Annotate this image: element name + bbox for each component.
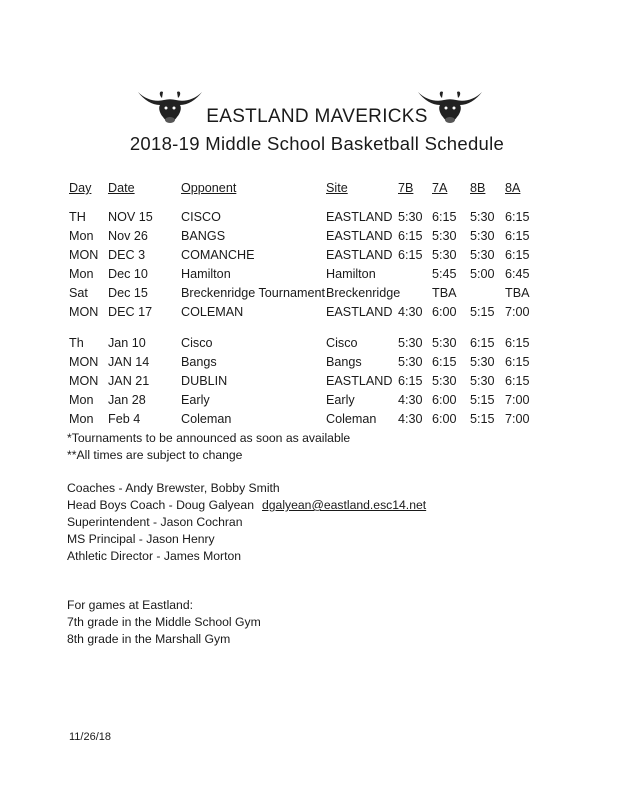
header-date: Date [108, 181, 135, 195]
cell-site: EASTLAND [326, 210, 393, 224]
cell-date: Jan 10 [108, 336, 146, 350]
cell-site: EASTLAND [326, 305, 393, 319]
cell-opponent: Breckenridge Tournament [181, 286, 325, 300]
cell-g7a: 5:30 [432, 336, 457, 350]
staff-athletic-director: Athletic Director - James Morton [67, 549, 242, 563]
cell-g7a: 6:00 [432, 412, 457, 426]
cell-g7a: 6:15 [432, 210, 457, 224]
cell-g7a: 5:45 [432, 267, 457, 281]
cell-g8b: 5:30 [470, 374, 495, 388]
cell-site: Breckenridge [326, 286, 401, 300]
cell-site: Cisco [326, 336, 358, 350]
cell-site: EASTLAND [326, 229, 393, 243]
cell-day: Mon [69, 412, 94, 426]
cell-opponent: COMANCHE [181, 248, 255, 262]
cell-day: Mon [69, 267, 94, 281]
cell-day: Th [69, 336, 84, 350]
header-7a: 7A [432, 181, 448, 195]
cell-day: MON [69, 355, 99, 369]
cell-g8b: 5:00 [470, 267, 495, 281]
cell-date: Dec 15 [108, 286, 148, 300]
cell-g7a: 6:15 [432, 355, 457, 369]
cell-g8a: 7:00 [505, 412, 530, 426]
cell-date: NOV 15 [108, 210, 153, 224]
cell-g8b: 5:30 [470, 229, 495, 243]
cell-g7b: 6:15 [398, 374, 423, 388]
header-site: Site [326, 181, 348, 195]
cell-opponent: COLEMAN [181, 305, 244, 319]
staff-superintendent: Superintendent - Jason Cochran [67, 515, 243, 529]
cell-opponent: BANGS [181, 229, 226, 243]
cell-g8b: 5:30 [470, 210, 495, 224]
cell-g8a: 6:15 [505, 248, 530, 262]
header-8a: 8A [505, 181, 521, 195]
note-tournaments: *Tournaments to be announced as soon as available [67, 431, 351, 445]
cell-site: Coleman [326, 412, 377, 426]
cell-g8a: 6:15 [505, 229, 530, 243]
cell-g8a: 6:15 [505, 355, 530, 369]
cell-opponent: Hamilton [181, 267, 231, 281]
venue-info [67, 597, 261, 648]
cell-opponent: Coleman [181, 412, 232, 426]
cell-day: TH [69, 210, 86, 224]
cell-day: Mon [69, 393, 94, 407]
cell-g8a: 6:15 [505, 336, 530, 350]
staff-principal: MS Principal - Jason Henry [67, 532, 215, 546]
cell-site: Hamilton [326, 267, 376, 281]
cell-g7b: 4:30 [398, 305, 423, 319]
cell-opponent: Bangs [181, 355, 217, 369]
cell-g7b: 5:30 [398, 336, 423, 350]
cell-g8a: 7:00 [505, 305, 530, 319]
cell-site: Early [326, 393, 355, 407]
cell-g8a: 6:15 [505, 210, 530, 224]
head-coach-email-link[interactable]: dgalyean@eastland.esc14.net [261, 498, 427, 512]
cell-day: MON [69, 305, 99, 319]
cell-g7a: 5:30 [432, 229, 457, 243]
note-times: **All times are subject to change [67, 448, 243, 462]
page-subtitle: 2018-19 Middle School Basketball Schedule [129, 133, 505, 154]
venue-heading: For games at Eastland: [67, 598, 193, 612]
cell-date: JAN 21 [108, 374, 150, 388]
cell-opponent: CISCO [181, 210, 221, 224]
cell-g7b: 6:15 [398, 229, 423, 243]
cell-g8b: 5:15 [470, 305, 495, 319]
page-title: EASTLAND MAVERICKS [206, 106, 428, 127]
cell-day: Mon [69, 229, 94, 243]
cell-site: EASTLAND [326, 248, 393, 262]
cell-g7a: 6:00 [432, 305, 457, 319]
cell-g7a: TBA [432, 286, 457, 300]
cell-g7a: 6:00 [432, 393, 457, 407]
cell-g8b: 5:15 [470, 412, 495, 426]
cell-site: EASTLAND [326, 374, 393, 388]
cell-g7b: 6:15 [398, 248, 423, 262]
staff-coaches: Coaches - Andy Brewster, Bobby Smith [67, 481, 280, 495]
venue-seventh-grade: 7th grade in the Middle School Gym [67, 615, 261, 629]
cell-g7b: 4:30 [398, 393, 423, 407]
cell-date: Nov 26 [108, 229, 148, 243]
cell-g8b: 6:15 [470, 336, 495, 350]
cell-opponent: Cisco [181, 336, 213, 350]
cell-date: Feb 4 [108, 412, 141, 426]
schedule-notes [67, 430, 350, 464]
head-coach-label: Head Boys Coach - Doug Galyean [67, 498, 254, 512]
footer-date: 11/26/18 [69, 731, 112, 743]
cell-date: JAN 14 [108, 355, 150, 369]
cell-g7a: 5:30 [432, 248, 457, 262]
cell-g7b: 5:30 [398, 355, 423, 369]
cell-g8a: 6:45 [505, 267, 530, 281]
header-8b: 8B [470, 181, 486, 195]
cell-day: MON [69, 248, 99, 262]
cell-opponent: DUBLIN [181, 374, 228, 388]
cell-site: Bangs [326, 355, 362, 369]
cell-g8a: TBA [505, 286, 530, 300]
cell-g8a: 6:15 [505, 374, 530, 388]
cell-g8b: 5:15 [470, 393, 495, 407]
cell-day: Sat [69, 286, 88, 300]
cell-date: DEC 17 [108, 305, 153, 319]
cell-day: MON [69, 374, 99, 388]
cell-opponent: Early [181, 393, 210, 407]
cell-g7b: 5:30 [398, 210, 423, 224]
venue-eighth-grade: 8th grade in the Marshall Gym [67, 632, 231, 646]
cell-g8b: 5:30 [470, 355, 495, 369]
cell-g8b: 5:30 [470, 248, 495, 262]
cell-g7a: 5:30 [432, 374, 457, 388]
header-7b: 7B [398, 181, 414, 195]
header-opponent: Opponent [181, 181, 237, 195]
cell-date: Jan 28 [108, 393, 146, 407]
cell-date: Dec 10 [108, 267, 148, 281]
cell-date: DEC 3 [108, 248, 146, 262]
staff-list [67, 480, 426, 565]
header-day: Day [69, 181, 92, 195]
cell-g7b: 4:30 [398, 412, 423, 426]
staff-head-coach [67, 497, 426, 514]
cell-g8a: 7:00 [505, 393, 530, 407]
